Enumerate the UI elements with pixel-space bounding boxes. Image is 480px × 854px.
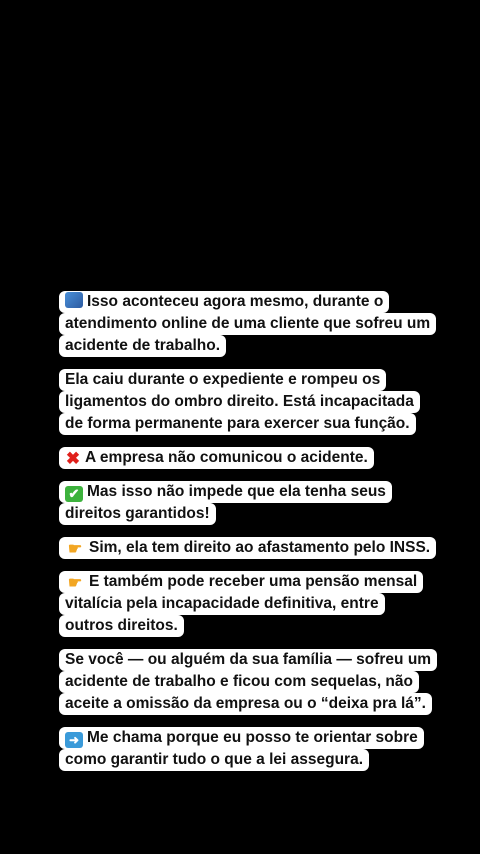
- phone-arrow-icon: ➜: [65, 732, 83, 748]
- caption-line: direitos garantidos!: [59, 503, 216, 525]
- caption-text: A empresa não comunicou o acidente.: [85, 449, 368, 466]
- caption-line: acidente de trabalho e ficou com sequelas, não: [59, 671, 419, 693]
- caption-text: Isso aconteceu agora mesmo, durante o: [87, 293, 384, 310]
- caption-line: [59, 537, 436, 559]
- caption-line: acidente de trabalho.: [59, 335, 226, 357]
- caption-paragraph-5: [59, 537, 439, 559]
- caption-text: Sim, ela tem direito ao afastamento pelo INSS.: [89, 539, 431, 556]
- caption-text: Mas isso não impede que ela tenha seus: [87, 483, 386, 500]
- caption-paragraph-6: [59, 571, 439, 637]
- caption-line: ligamentos do ombro direito. Está incapacitada: [59, 391, 420, 413]
- caption-paragraph-4: [59, 481, 439, 525]
- caption-line: outros direitos.: [59, 615, 184, 637]
- caption-paragraph-3: [59, 447, 439, 469]
- caption-line: [59, 571, 423, 593]
- caption-line: de forma permanente para exercer sua função.: [59, 413, 416, 435]
- caption-line: Ela caiu durante o expediente e rompeu os: [59, 369, 386, 391]
- caption-paragraph-7: [59, 649, 439, 715]
- caption-paragraph-2: [59, 369, 439, 435]
- caption-line: aceite a omissão da empresa ou o “deixa pra lá”.: [59, 693, 432, 715]
- caption-line: Se você — ou alguém da sua família — sofreu um: [59, 649, 437, 671]
- caption-paragraph-8: [59, 727, 439, 771]
- caption-line: atendimento online de uma cliente que sofreu um: [59, 313, 436, 335]
- caption-line: vitalícia pela incapacidade definitiva, entre: [59, 593, 385, 615]
- pointing-hand-icon: ☛: [67, 575, 83, 592]
- caption-text: E também pode receber uma pensão mensal: [89, 573, 418, 590]
- caption-line: [59, 291, 389, 313]
- check-mark-icon: ✔: [65, 486, 83, 502]
- caption-line: como garantir tudo o que a lei assegura.: [59, 749, 369, 771]
- caption-line: [59, 481, 392, 503]
- caption-overlay: [59, 291, 439, 783]
- caption-text: Me chama porque eu posso te orientar sobre: [87, 729, 418, 746]
- phone-icon: [65, 292, 83, 308]
- caption-line: [59, 727, 424, 749]
- caption-paragraph-1: [59, 291, 439, 357]
- cross-mark-icon: ✖: [65, 449, 81, 468]
- pointing-hand-icon: ☛: [67, 541, 83, 558]
- caption-line: [59, 447, 374, 469]
